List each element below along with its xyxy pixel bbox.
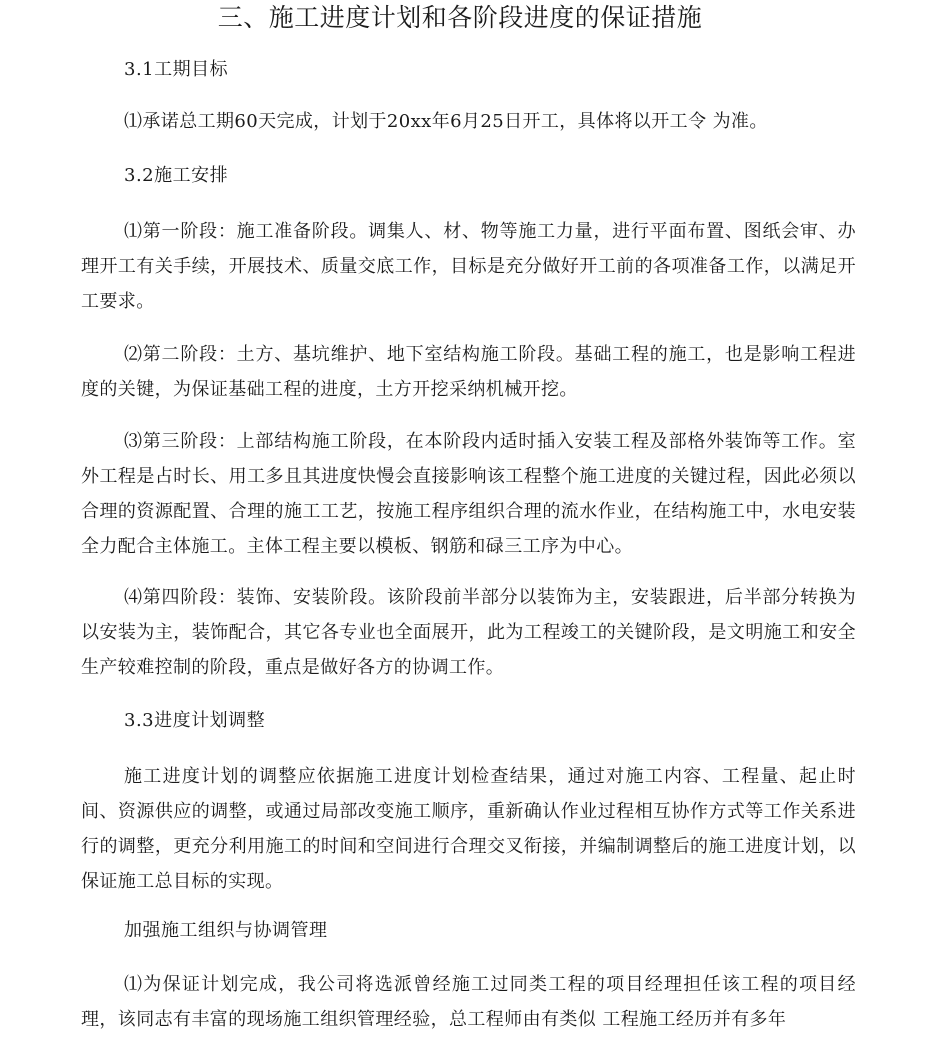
section-heading-schedule-goal: 3.1工期目标 bbox=[124, 59, 229, 80]
paragraph-schedule-commitment: ⑴承诺总工期60天完成，计划于20xx年6月25日开工，具体将以开工令 为准。 bbox=[124, 111, 768, 132]
paragraph-schedule-adjustment: 施工进度计划的调整应依据施工进度计划检查结果，通过对施工内容、工程量、起止时间、资源供应的调整，或通过局部改变施工顺序，重新确认作业过程相互协作方式等工作关系进行的调整，更充分利用施工的时间和空间进行合理交叉衔接，并编制调整后的施工进度计划，以保证施工总目标的实现。 bbox=[81, 766, 856, 892]
paragraph-phase-one: ⑴第一阶段：施工准备阶段。调集人、材、物等施工力量，进行平面布置、图纸会审、办理开工有关手续，开展技术、质量交底工作，目标是充分做好开工前的各项准备工作，以满足开工要求。 bbox=[81, 221, 856, 312]
section-heading-organization-coordination: 加强施工组织与协调管理 bbox=[124, 920, 328, 941]
section-heading-construction-arrangement: 3.2施工安排 bbox=[124, 165, 229, 186]
paragraph-phase-three: ⑶第三阶段：上部结构施工阶段，在本阶段内适时插入安装工程及部格外装饰等工作。室外工程是占时长、用工多且其进度快慢会直接影响该工程整个施工进度的关键过程，因此必须以合理的资源配置、合理的施工工艺，按施工程序组织合理的流水作业，在结构施工中，水电安装全力配合主体施工。主体工程主要以模板、钢筋和碌三工序为中心。 bbox=[81, 431, 856, 557]
paragraph-project-manager: ⑴为保证计划完成，我公司将选派曾经施工过同类工程的项目经理担任该工程的项目经理，该同志有丰富的现场施工组织管理经验，总工程师由有类似 工程施工经历并有多年 bbox=[81, 974, 856, 1030]
document-title: 三、施工进度计划和各阶段进度的保证措施 bbox=[217, 3, 703, 32]
section-heading-schedule-adjustment: 3.3进度计划调整 bbox=[124, 710, 266, 731]
paragraph-phase-four: ⑷第四阶段：装饰、安装阶段。该阶段前半部分以装饰为主，安装跟进，后半部分转换为以安装为主，装饰配合，其它各专业也全面展开，此为工程竣工的关键阶段，是文明施工和安全生产较难控制的阶段，重点是做好各方的协调工作。 bbox=[81, 587, 856, 678]
paragraph-phase-two: ⑵第二阶段：土方、基坑维护、地下室结构施工阶段。基础工程的施工，也是影响工程进度的关键，为保证基础工程的进度，土方开挖采纳机械开挖。 bbox=[81, 344, 856, 400]
